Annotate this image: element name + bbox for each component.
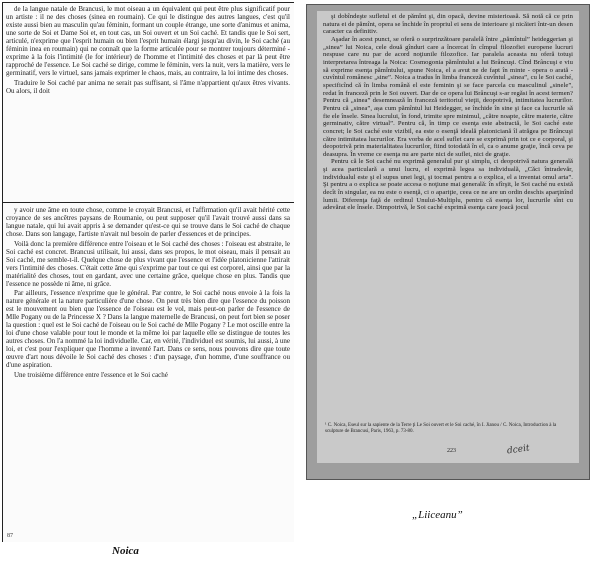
right-paragraph: şi dobîndeşte sufletul ei de pămînt şi, din opacă, devine misterioasă. Să notă că ce prin natura ei de pămînt, opera se închide în propriul ei sens de interioare şi nicăieri într-un desen caracter ca definitiv. — [323, 13, 573, 36]
caption-liiceanu: „Liiceanu” — [412, 509, 463, 521]
right-paragraph: Pentru că le Soi caché nu exprimă generalul pur şi simplu, ci deopotrivă natura generală şi acea particulară a unui lucru, el exprimă legea sa individuală, „Căci întradevăr, individualul este şi el supus unei legi, şi tocmai pentru a o explica, el a inventat omul arta”. Şi pentru a o explica se poate accesa o noţiune mai generală: în sfîrşit, le Soi caché nu există decît în singular, ea nu este o esenţă, ci o apariţie, ceea ce ne are un ordin deschis aparţinînd lumii. Diferenţa faţă de ordinul Unului-Multiplu, pentru că esenţa lor, lucrurile sînt cu adevărat ele însele. Dimpotrivă, le Soi caché exprimă esenţa care joacă jocul — [323, 158, 573, 212]
left-paragraph: Traduire le Soi caché par anima ne serait pas suffisant, si l'âme n'appartient qu'aux êtres vivants. Ou alors, il doit — [6, 78, 290, 95]
right-text-block — [323, 13, 573, 421]
left-page-scan — [2, 2, 294, 542]
handwritten-signature: dceit — [506, 443, 531, 457]
left-paragraph: y avoir une âme en toute chose, comme le croyait Brancusi, et l'affirmation qu'il avait hérité cette croyance de ses ancêtres paysans de Roumanie, ou peut supposer qu'il l'avait trouvé aussi dans sa langue natale, qui lui avait appris à se demander qu'est-ce qui se trouve dans le Soi caché de chaque chose. Dans son langage, l'artiste n'avait nul besoin de parler d'essences et de principes. — [6, 206, 290, 238]
left-text-block-1 — [6, 5, 290, 201]
right-paragraph: Aşadar în acest punct, se oferă o surprinzătoare paralelă între „pămîntul” heideggerian şi „sinea” lui Noica, cele două gînduri care a încercat în cîmpul filozofiei europene lucruri nespuse care nu par de acord noţiunile filozofice. Iar paralela aceasta nu oferă totuşi interpretarea întreaga la Noica: Cosmogonia pămîntului a lui Brâncuşi. Cînd Brâncuşi e viu să exprime esenţa pămîntului, spune Noica, el a avut ne de fapt în minte - opera o arată - cuvîntul românesc „sine”. Noica a tradus în limba franceză cuvîntul „sinea”, cu le Soi caché, specificînd că în limba română el este feminin şi se face parcela cu masculinul „sinele”, redat în franceză prin le Soi ouvert. Dar de ce opera lui Brâncuşi s-ar regăsi în acest termen? Pentru că „sinea” desemnează în franceză teritoriul vieţii, deopotrivă, intimitatea lucrurilor. Pentru că „sinea”, așa cum pămîntul lui Heidegger, se închide în sine şi face ca lucrurile să fie ele însele. Sinea lucrului, în fond, trimite spre minimul, „către noapte, către materie, către germinativ, către virtual”. Pentru că, în timp ce esenţa este abstractă, le Soi caché este concret; le Soi caché este vizibil, ea este o esenţă ideală platoniciană îl atrăgea pe Brâncuşi către intimitatea lucrurilor. Era vorba de acel suflet care se exprimă prin tot ce e corporal, şi deopotrivă prin materialitatea lucrurilor, fiind totodată în el, ca o anume graţie, încă ceva pe deasupra. În vreme ce esenţa nu are parte nici de suflet, nici de graţie. — [323, 35, 573, 158]
right-page-scan — [306, 4, 590, 480]
right-page-paper — [317, 11, 579, 463]
caption-noica: Noica — [112, 545, 139, 557]
left-paragraph: Voilà donc la première différence entre l'oiseau et le Soi caché des choses : l'oiseau est abstraite, le Soi caché est concret. Brancusi utilisait, lui aussi, dans ses propos, le mot oiseau, mais il pensait au Soi caché, me semble-t-il. Quelque chose de plus vivant que l'essence et l'idée platonicienne l'attirait vers l'intimité des choses. C'était cette âme qui s'exprime par tout ce qui est corporel, ainsi que par la matérialité des choses, tout en gardant, avec une certaine grâce, quelque chose en plus. Tandis que l'essence ne possède ni âme, ni grâce. — [6, 239, 290, 288]
left-page-edge — [2, 2, 3, 542]
left-paragraph: de la langue natale de Brancusi, le mot oiseau a un équivalent qui peut être plus significatif pour un artiste : il ne des choses (sinea en roumain). Ce qui le distingue des autres langues, c'est qu'il existe aussi bien au masculin qu'au féminin, formant un couple étrange, une sorte d'animus et anima, une sorte de Soi et Dame Soi et, en tout cas, un Soi ouvert et un Soi caché. Et tandis que le Soi sert, articulé, n'exprime que l'esprit humain ou bien l'esprit humain élargi jusqu'au divin, le Soi caché (au féminin inea en roumain) qui ne connaît que la forme articulée pour se montrer toujours déterminé - exprime à la fois l'intimité (le for intérieur) de l'homme et l'intimité des choses et par là peut être rapproché de l'essence. Le Soi caché se dirige, comme le féminin, vers la nuit, vers la matière, vers le germinatif, vers le virtuel, sans jamais exprimer le chaos, mais, au contraire, la loi intime des choses. — [6, 5, 290, 77]
right-page-number: 223 — [447, 448, 456, 454]
left-top-rule — [2, 2, 294, 3]
left-paragraph: Par ailleurs, l'essence n'exprime que le général. Par contre, le Soi caché nous envoie à la fois la nature générale et la nature particulière d'une chose. On peut très bien dire que l'essence du poisson est le mouvement ou bien que l'essence de l'oiseau est le vol, mais peut-on parler de l'essence de Mlle Pogany ou de la Princesse X ? Dans la langue maternelle de Brancusi, on peut fort bien se poser la question : quel est le Soi caché de l'oiseau ou le Soi caché de Mlle Pogany ? Le mot oscille entre la loi d'une chose valable pour tout le monde et la même loi par laquelle elle se distingue de toutes les autres choses. On l'a nommé la loi individuelle. Car, en vérité, l'individuel est soumis, lui aussi, à une loi, et c'est pour l'expliquer que l'homme a inventé l'art. Dans ce sens, nous pouvons dire que toute œuvre d'art nous dévoile le Soi caché des choses : d'un paysage, d'un homme, d'une souffrance ou d'une aspiration. — [6, 289, 290, 369]
left-page-number: 87 — [7, 533, 13, 539]
left-text-block-2 — [6, 206, 290, 536]
left-paragraph: Une troisième différence entre l'essence et le Soi caché — [14, 370, 168, 379]
left-page-divider — [2, 202, 294, 203]
right-footnote: ¹ C. Noica, Eseul sur la sapiente de la Terre ţi Le Soi ouvert et le Soi caché, în I. Jianou / C. Noica, Introduction à la sculpture de Brancusi, Paris, 1963, p. 73-80. — [325, 423, 557, 434]
